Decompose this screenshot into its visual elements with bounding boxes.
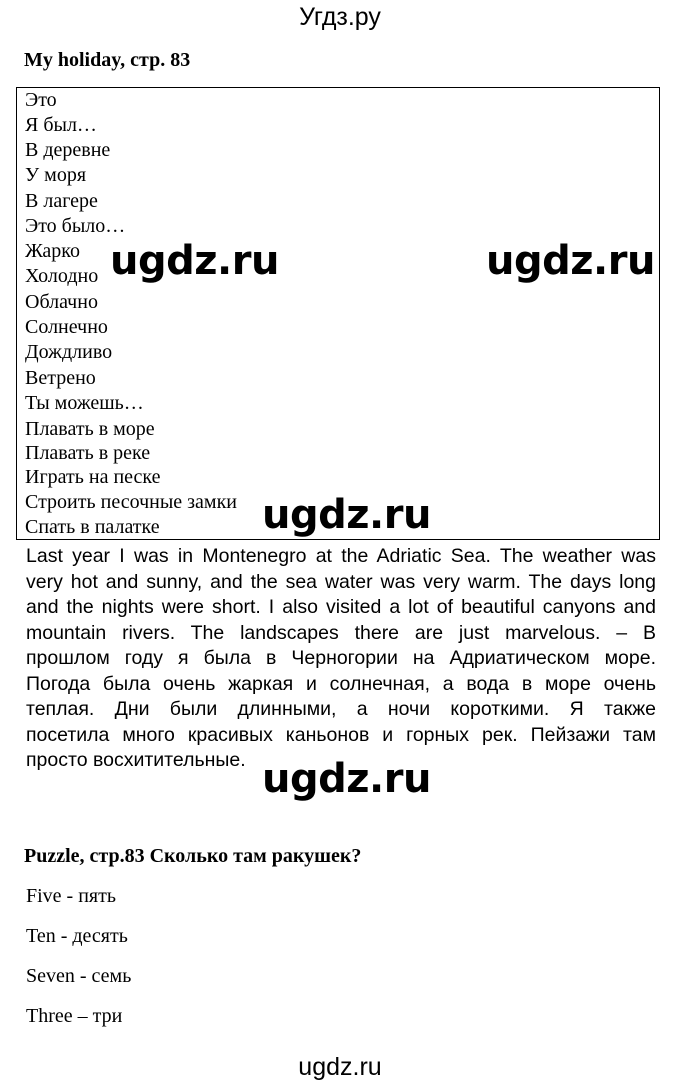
vocab-item: Ветрено <box>25 367 96 389</box>
vocab-item: Я был… <box>25 114 97 136</box>
vocab-item: Плавать в реке <box>25 442 151 464</box>
vocab-item: Плавать в море <box>25 418 155 440</box>
section-title-puzzle: Puzzle, стр.83 Сколько там ракушек? <box>24 845 362 867</box>
paragraph-line: and the nights were short. I also visited a lot of beautiful canyons and <box>26 596 656 618</box>
watermark: ugdz.ru <box>110 238 279 284</box>
paragraph-line: теплая. Дни были длинными, а ночи короткими. Я также <box>26 698 656 720</box>
watermark: ugdz.ru <box>262 756 431 802</box>
vocab-item: Строить песочные замки <box>25 491 237 513</box>
section-title-my-holiday: My holiday, стр. 83 <box>24 49 191 71</box>
vocab-item: Дождливо <box>25 341 113 363</box>
paragraph-line: просто восхитительные. <box>26 749 246 771</box>
vocab-item: Спать в палатке <box>25 516 160 538</box>
vocab-item: Это <box>25 89 57 111</box>
vocab-item: В деревне <box>25 139 111 161</box>
paragraph-line: прошлом году я была в Черногории на Адриатическом море. <box>26 647 656 669</box>
vocab-item: Ты можешь… <box>25 392 144 414</box>
paragraph-line: very hot and sunny, and the sea water was very warm. The days long <box>26 570 656 593</box>
answer-line: Three – три <box>26 1005 123 1027</box>
vocab-item: Холодно <box>25 265 99 287</box>
answer-line: Five - пять <box>26 885 116 907</box>
site-footer: ugdz.ru <box>298 1053 382 1081</box>
vocab-item: Жарко <box>25 240 80 262</box>
holiday-paragraph <box>26 544 656 774</box>
vocab-item: Облачно <box>25 291 98 313</box>
watermark: ugdz.ru <box>486 238 655 284</box>
paragraph-line: Погода была очень жаркая и солнечная, а вода в море очень <box>26 672 656 695</box>
vocab-item: Это было… <box>25 215 126 237</box>
vocabulary-box <box>16 87 660 540</box>
paragraph-line: посетила много красивых каньонов и горных рек. Пейзажи там <box>26 723 656 746</box>
answer-line: Ten - десять <box>26 925 128 947</box>
vocab-item: В лагере <box>25 190 98 212</box>
vocab-item: Солнечно <box>25 316 108 338</box>
paragraph-line: Last year I was in Montenegro at the Adriatic Sea. The weather was <box>26 545 656 567</box>
site-header: Угдз.ру <box>299 3 381 31</box>
vocab-item: У моря <box>25 164 87 186</box>
vocab-item: Играть на песке <box>25 466 161 488</box>
paragraph-line: mountain rivers. The landscapes there are just marvelous. – В <box>26 621 656 644</box>
answer-line: Seven - семь <box>26 965 132 987</box>
watermark: ugdz.ru <box>262 492 431 538</box>
